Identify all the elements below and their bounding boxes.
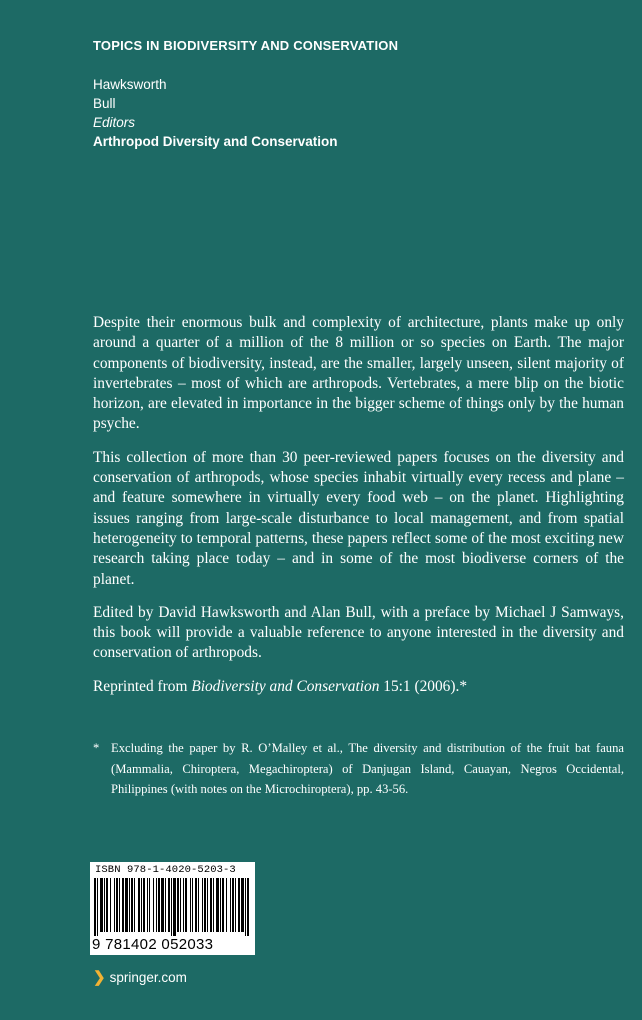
blurb-paragraph-3: Edited by David Hawksworth and Alan Bull, with a preface by Michael J Samways, this book will provide a valuable reference to anyone interested in the diversity and conservation of arthropods. (93, 603, 624, 662)
barcode-bar (180, 878, 181, 932)
barcode-bar (226, 878, 227, 932)
barcode-bar (216, 878, 219, 932)
blurb-paragraph-1: Despite their enormous bulk and complexity of architecture, plants make up only around a quarter of a million of the 8 million or so species on Earth. The major components of biodiversity, instead, are the smaller, largely unseen, silent majority of invertebrates – most of which are arthropods. Vertebrates, a mere blip on the biotic horizon, are elevated in importance in the bigger scheme of things only by the human psyche. (93, 314, 624, 433)
reprint-suffix: 15:1 (2006).* (379, 677, 468, 695)
barcode-bar (185, 878, 187, 932)
publisher-url: springer.com (109, 969, 187, 985)
reprint-note (93, 677, 624, 697)
barcode-bar (158, 878, 160, 932)
barcode-bar (138, 878, 140, 932)
chevron-right-icon: ❯ (93, 969, 106, 986)
editor-name-1: Hawksworth (93, 77, 167, 92)
barcode-bar (241, 878, 244, 932)
editors-role: Editors (93, 115, 136, 130)
editor-name-2: Bull (93, 96, 116, 111)
barcode-bar (173, 878, 176, 936)
barcode-bar (149, 878, 150, 932)
barcode-bar (119, 878, 120, 932)
barcode-bar (147, 878, 148, 932)
barcode-bar (204, 878, 206, 932)
reprint-journal: Biodiversity and Conservation (191, 677, 380, 695)
barcode-bar (195, 878, 197, 932)
barcode-bar (114, 878, 115, 932)
barcode-bar (238, 878, 240, 932)
footnote-mark: * (93, 741, 100, 755)
barcode-bar (106, 878, 108, 932)
barcode-bar (122, 878, 124, 932)
barcode-bar (210, 878, 212, 932)
barcode-bar (97, 878, 98, 936)
barcode-bar (198, 878, 199, 932)
reprint-prefix: Reprinted from (93, 677, 192, 695)
barcode-bar (190, 878, 191, 932)
barcode-bar (143, 878, 145, 932)
barcode-bars (94, 878, 252, 936)
barcode-bar (222, 878, 224, 932)
blurb (93, 313, 624, 710)
barcode-bar (245, 878, 246, 936)
barcode-bar (177, 878, 179, 932)
footnote-text: Excluding the paper by R. O’Malley et al., The diversity and distribution of the fruit bat fauna (Mammalia, Chiroptera, Megachiroptera) of Danjugan Island, Cauayan, Negros Occidental, Philippines (with notes on the Microchiroptera), pp. 43-56. (111, 741, 624, 796)
barcode-bar (220, 878, 221, 932)
blurb-paragraph-2: This collection of more than 30 peer-reviewed papers focuses on the diversity and conservation of arthropods, whose species inhabit virtually every recess and plane – and feature somewhere in virtually every food web – on the planet. Highlighting issues ranging from large-scale disturbance to local management, and from spatial heterogeneity to temporal patterns, these papers reflect some of the most exciting new research taking place today – and in some of the most biodiverse corners of the planet. (93, 448, 624, 588)
barcode-bar (116, 878, 118, 932)
series-title: TOPICS IN BIODIVERSITY AND CONSERVATION (93, 38, 399, 53)
barcode-bar (165, 878, 166, 932)
footnote (93, 738, 624, 800)
barcode-bar (213, 878, 214, 932)
barcode-bar (153, 878, 154, 932)
isbn-label: ISBN 978-1-4020-5203-3 (95, 864, 236, 876)
barcode-bar (156, 878, 157, 932)
barcode-bar (232, 878, 234, 932)
barcode-bar (235, 878, 236, 932)
barcode-bar (230, 878, 231, 932)
barcode-bar (202, 878, 203, 932)
barcode-bar (171, 878, 172, 936)
barcode-bar (168, 878, 170, 932)
barcode-bar (247, 878, 249, 936)
isbn-barcode (90, 862, 255, 955)
barcode-bar (183, 878, 184, 932)
barcode-bar (131, 878, 133, 932)
barcode-bar (129, 878, 130, 932)
editors-block (93, 75, 338, 151)
isbn-digits: 9 781402 052033 (92, 936, 214, 953)
barcode-bar (192, 878, 193, 932)
barcode-bar (110, 878, 111, 932)
barcode-bar (134, 878, 135, 932)
barcode-bar (100, 878, 103, 932)
book-title: Arthropod Diversity and Conservation (93, 134, 338, 149)
barcode-bar (161, 878, 164, 932)
barcode-bar (207, 878, 208, 932)
publisher-link[interactable] (93, 968, 187, 986)
barcode-bar (125, 878, 128, 932)
barcode-bar (104, 878, 105, 932)
barcode-bar (141, 878, 142, 932)
barcode-bar (94, 878, 96, 936)
